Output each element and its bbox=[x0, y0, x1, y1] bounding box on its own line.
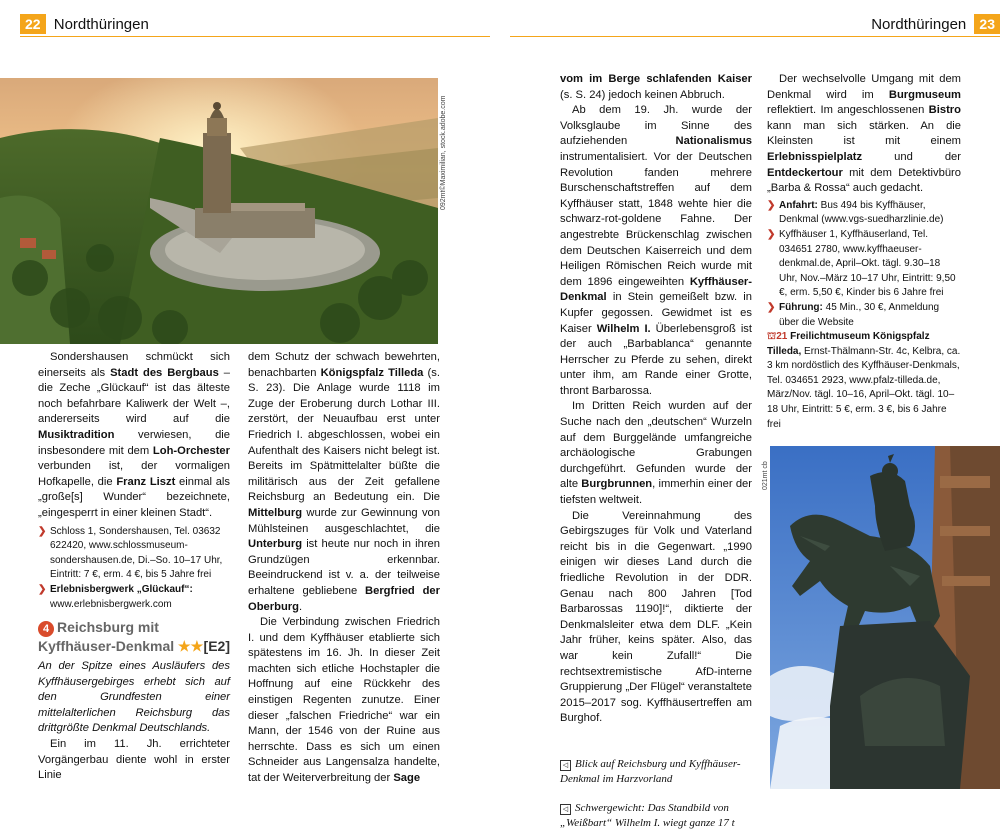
caption-pointer-icon: ◁ bbox=[560, 760, 571, 771]
info-entry: ❯ Führung: 45 Min., 30 €, Anmeldung über die Website bbox=[767, 301, 940, 328]
section-heading: 4 Reichsburg mit Kyffhäuser-Denkmal ★★ [E2] bbox=[38, 619, 230, 655]
paragraph: Der wechselvolle Umgang mit dem Denkmal wird im Burgmuseum reflektiert. Im angeschlossenen Bistro kann man sich stärken. An die Kleinsten ist mit einem Erlebnisspielplatz und der Entdeckertour mit dem Detektivbüro „Barba & Rossa“ auch gedacht. bbox=[767, 73, 961, 195]
paragraph: Ein im 11. Jh. errichteter Vorgängerbau diente wohl in erster Linie bbox=[38, 738, 230, 782]
page-running-title: Nordthüringen bbox=[53, 16, 149, 33]
paragraph: Sondershausen schmückt sich einerseits als Stadt des Bergbaus – die Zeche „Glückauf“ ist das älteste noch befahrbare Kaliwerk der Welt –, andererseits wird auf die Musiktradition verwiesen, die insbesondere mit dem Loh-Orchester verbunden ist, der vormaligen Hofkapelle, die Franz Liszt einmal als „große[s] Wunder“ bezeichnete, „eingesperrt in einer kleinen Stadt“. bbox=[38, 351, 230, 519]
photo-caption: ◁ Schwergewicht: Das Standbild von „Weißbart“ Wilhelm I. wiegt ganze 17 t bbox=[560, 801, 735, 829]
paragraph: vom im Berge schlafenden Kaiser (s. S. 24) jedoch keinen Abbruch. bbox=[560, 73, 752, 101]
paragraph: dem Schutz der schwach bewehrten, benachbarten Königspfalz Tilleda (s. S. 23). Die Anlage wurde 1118 im Zuge der Eroberung durch Lothar III. zerstört, der Neuaufbau erst unter Friedrich I. abgeschlossen, wobei ein Aufenthalt des Kaisers nicht belegt ist. Bereits im Spätmittelalter büßte die militärisch aus der Zeit gefallene Reichsburg an Bedeutung ein. Die Mittelburg wurde zur Gewinnung von Mühlsteinen ausgeschlachtet, die Unterburg ist heute nur noch in ihren Grundzügen erkennbar. Beeindruckend ist v. a. der teilweise erhaltene gebliebene Bergfried der Oberburg. bbox=[248, 351, 440, 613]
info-entry: ❯ Kyffhäuser 1, Kyffhäuserland, Tel. 034651 2780, www.kyffhaeuser-denkmal.de, April–Okt. tägl. 9.30–18 Uhr, Nov.–März 10–17 Uhr, Eintritt: 9,50 €, erm. 5,50 €, Kinder bis 6 Jahre frei bbox=[767, 228, 956, 299]
photo-credit: 021mt cb bbox=[762, 461, 769, 490]
page-running-title: Nordthüringen bbox=[871, 16, 967, 33]
arrow-icon: ❯ bbox=[38, 525, 47, 537]
arrow-icon: ❯ bbox=[767, 301, 776, 313]
paragraph: Ab dem 19. Jh. wurde der Volksglaube im Sinne des aufziehenden Nationalismus instrumentalisiert. Vor der Deutschen Revolution fanden mehrere Burschenschaftstreffen auf dem Kyffhäuser statt, 1848 wehte hier die schwarz-rot-goldene Fahne. Der angestrebte Brückenschlag zwischen dem Deutschen Kaiserreich und dem Heiligen Römischen Reich wurde mit dem 1896 eingeweihten Kyffhäuser-Denkmal in Stein gemeißelt bzw. in Kupfer gegossen. Gewidmet ist es Kaiser Wilhelm I. Überlebensgroß ist der auch „Barbablanca“ genannte Herrscher zu Pferde zu sehen, direkt unter ihm, am Rande einer Grotte, thront Barbarossa. bbox=[560, 104, 753, 397]
text-column-4 bbox=[767, 72, 961, 432]
map-number: 21 bbox=[776, 331, 788, 343]
text-column-1 bbox=[38, 350, 230, 784]
paragraph: Die Verbindung zwischen Friedrich I. und dem Kyffhäuser etablierte sich spätestens im 16. Jh. In dieser Zeit machten sich etliche Hochstapler die Hoffnung auf eine Rückkehr des einstigen Regenten zunutze. Einer dieser „falschen Friedriche“ war ein Mann, der 1546 von der Ruine aus herrschte. Dass es sich um einen Schneider aus Langensalza handelte, tat der Weiterverbreitung der Sage bbox=[248, 616, 440, 785]
info-entry: ❯ Erlebnisbergwerk „Glückauf“: www.erlebnisbergwerk.com bbox=[38, 583, 193, 610]
photo-kyffhaeuser-aerial bbox=[0, 78, 438, 344]
page-number: 23 bbox=[974, 14, 1000, 34]
lead-paragraph: An der Spitze eines Ausläufers des Kyffhäusergebirges erhebt sich auf den Grundfesten einer mittelalterlichen Reichsburg das drittgrößte Denkmal Deutschlands. bbox=[38, 660, 230, 735]
photo-credit: 092mt©Maximilian, stock.adobe.com bbox=[440, 95, 447, 210]
star-rating-icon: ★★ bbox=[178, 638, 204, 655]
page-number: 22 bbox=[20, 14, 46, 34]
caption-pointer-icon: ◁ bbox=[560, 804, 571, 815]
photo-caption: ◁ Blick auf Reichsburg und Kyffhäuser-Denkmal im Harzvorland bbox=[560, 757, 741, 785]
map-grid-ref: [E2] bbox=[203, 638, 230, 655]
info-entry: ❯ Schloss 1, Sondershausen, Tel. 03632 622420, www.schlossmuseum-sondershausen.de, Di.–So. 10–17 Uhr, Eintritt: 7 €, erm. 4 €, bis 5 Jahre frei bbox=[38, 525, 223, 581]
text-column-3 bbox=[560, 72, 752, 831]
header-rule bbox=[20, 36, 490, 37]
text-column-2 bbox=[248, 350, 440, 787]
info-entry: ❯ Anfahrt: Bus 494 bis Kyffhäuser, Denkmal (www.vgs-suedharzlinie.de) bbox=[767, 199, 944, 226]
arrow-icon: ❯ bbox=[767, 228, 776, 240]
section-number-badge: 4 bbox=[38, 621, 54, 637]
info-entry: ⛫21 Freilichtmuseum Königspfalz Tilleda, Ernst-Thälmann-Str. 4c, Kelbra, ca. 3 km nordöstlich des Kyffhäuser-Denkmals, Tel. 034651 2923, www.pfalz-tilleda.de, März/Nov. tägl. 10–16, April–Okt. tägl. 10–18 Uhr, Eintritt: 5 €, erm. 3 €, bis 6 Jahre frei bbox=[767, 331, 961, 430]
arrow-icon: ❯ bbox=[767, 199, 776, 211]
paragraph: Die Vereinnahmung des Gebirgszuges für Volk und Vaterland reicht bis in die Gegenwart. „1990 einigen wir dieses Land durch die friedliche Revolution in der DDR. Genau nach 800 Jahren [Tod Barbarossas 1190]!“, diktierte der Denkmalsleiter etwa dem DLF. „Kein Jahr früher, keins später. Also, das war kein Zufall!“ Die rechtsextremistische AfD-interne Gruppierung „Der Flügel“ veranstaltete 2015–2017 sog. Kyffhäusertreffen am Burghof. bbox=[560, 509, 752, 725]
paragraph: Im Dritten Reich wurden auf der Suche nach den „deutschen“ Wurzeln auf dem Burggelände umfangreiche archäologische Grabungen durchgeführt. Gefunden wurde der alte Burgbrunnen, immerhin einer der tiefsten weltweit. bbox=[560, 400, 752, 507]
header-rule bbox=[510, 36, 1000, 37]
arrow-icon: ❯ bbox=[38, 583, 47, 595]
museum-icon: ⛫ bbox=[767, 331, 777, 343]
photo-wilhelm-statue bbox=[770, 446, 1000, 789]
